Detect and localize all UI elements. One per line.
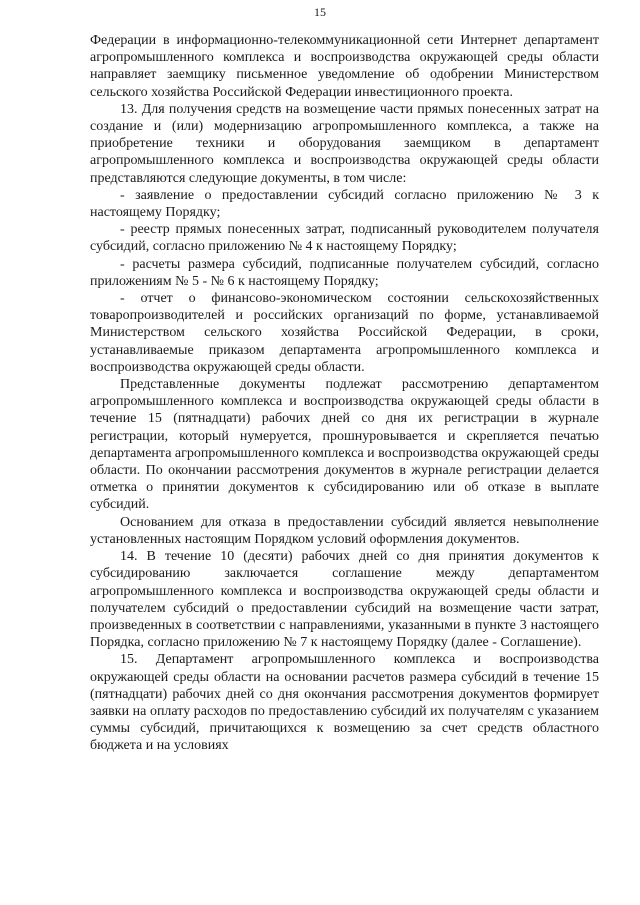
- paragraph-refusal-grounds: Основанием для отказа в предоставлении субсидий является невыполнение установленных настоящим Порядком условий оформления документов.: [90, 514, 599, 547]
- paragraph-item-13: 13. Для получения средств на возмещение части прямых понесенных затрат на создание и (или) модернизацию агропромышленного комплекса, а также на приобретение техники и оборудования заемщиком в департамент агропромышленного комплекса и воспроизводства окружающей среды области представляются следующие документы, в том числе:: [90, 101, 599, 186]
- paragraph-item-14: 14. В течение 10 (десяти) рабочих дней со дня принятия документов к субсидированию заключается соглашение между департаментом агропромышленного комплекса и воспроизводства окружающей среды области и получателем субсидий о предоставлении субсидий на возмещение части затрат, произведенных в соответствии с направлениями, указанными в пункте 3 настоящего Порядка, согласно приложению № 7 к настоящему Порядку (далее - Соглашение).: [90, 549, 599, 651]
- list-item-application: - заявление о предоставлении субсидий согласно приложению № 3 к настоящему Порядку;: [90, 187, 599, 221]
- page-number: 15: [314, 5, 326, 19]
- paragraph-review: Представленные документы подлежат рассмотрению департаментом агропромышленного комплекса и воспроизводства окружающей среды области в течение 15 (пятнадцати) рабочих дней со дня их регистрации в журнале регистрации, который нумеруется, прошнуровывается и скрепляется печатью департамента агропромышленного комплекса и воспроизводства окружающей среды области. По окончании рассмотрения документов в журнале регистрации делается отметка о принятии документов к субсидированию или об отказе в выплате субсидий.: [90, 377, 599, 513]
- list-item-report: - отчет о финансово-экономическом состоянии сельскохозяйственных товаропроизводителей и российских организаций по форме, устанавливаемой Министерством сельского хозяйства Российской Федерации, в сроки, устанавливаемые приказом департамента агропромышленного комплекса и воспроизводства окружающей среды области.: [90, 291, 599, 375]
- list-item-registry: - реестр прямых понесенных затрат, подписанный руководителем получателя субсидий, согласно приложению № 4 к настоящему Порядку;: [90, 222, 599, 255]
- paragraph-continuation: Федерации в информационно-телекоммуникационной сети Интернет департамент агропромышленного комплекса и воспроизводства окружающей среды области направляет заемщику письменное уведомление об одобрении Министерством сельского хозяйства Российской Федерации инвестиционного проекта.: [90, 33, 599, 100]
- list-item-calculations: - расчеты размера субсидий, подписанные получателем субсидий, согласно приложениям № 5 - № 6 к настоящему Порядку;: [90, 256, 599, 289]
- paragraph-item-15: 15. Департамент агропромышленного комплекса и воспроизводства окружающей среды области на основании расчетов размера субсидий в течение 15 (пятнадцати) рабочих дней со дня окончания рассмотрения документов формирует заявки на оплату расходов по предоставлению субсидий их получателям с указанием суммы субсидий, причитающихся к возмещению за счет средств областного бюджета и на условиях: [90, 652, 599, 754]
- document-body: [90, 32, 599, 755]
